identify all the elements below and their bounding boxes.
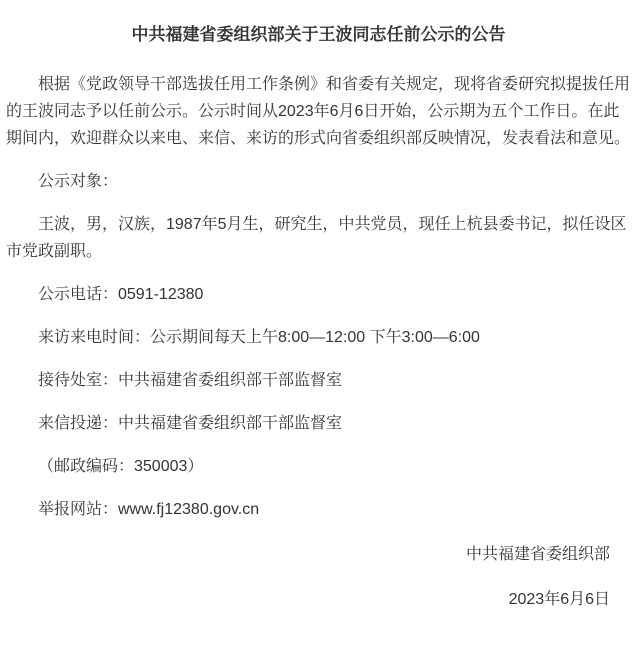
paragraph-subject-label: 公示对象：	[38, 173, 119, 190]
signature-date: 2023年6月6日	[508, 591, 610, 608]
page-title: 中共福建省委组织部关于王波同志任前公示的公告	[131, 25, 506, 44]
paragraph-basis: 根据《党政领导干部选拔任用工作条例》和省委有关规定，现将省委研究拟提拔任用的王波同志予以任前公示。公示时间从2023年6月6日开始，公示期为五个工作日。在此期间内，欢迎群众以来电、来信、来访的形式向省委组织部反映情况，发表看法和意见。	[6, 76, 631, 147]
paragraph-mail-delivery: 来信投递：中共福建省委组织部干部监督室	[38, 415, 343, 432]
paragraph-report-website: 举报网站：www.fj12380.gov.cn	[38, 501, 260, 518]
paragraph-postal-code: （邮政编码：350003）	[38, 458, 204, 475]
paragraph-subject-info: 王波，男，汉族，1987年5月生，研究生，中共党员，现任上杭县委书记，拟任设区市党政副职。	[6, 216, 627, 260]
signature-organization: 中共福建省委组织部	[465, 546, 610, 563]
paragraph-phone: 公示电话：0591-12380	[38, 286, 204, 303]
paragraph-visit-call-hours: 来访来电时间：公示期间每天上午8:00—12:00 下午3:00—6:00	[38, 329, 480, 346]
paragraph-reception-office: 接待处室：中共福建省委组织部干部监督室	[38, 372, 343, 389]
